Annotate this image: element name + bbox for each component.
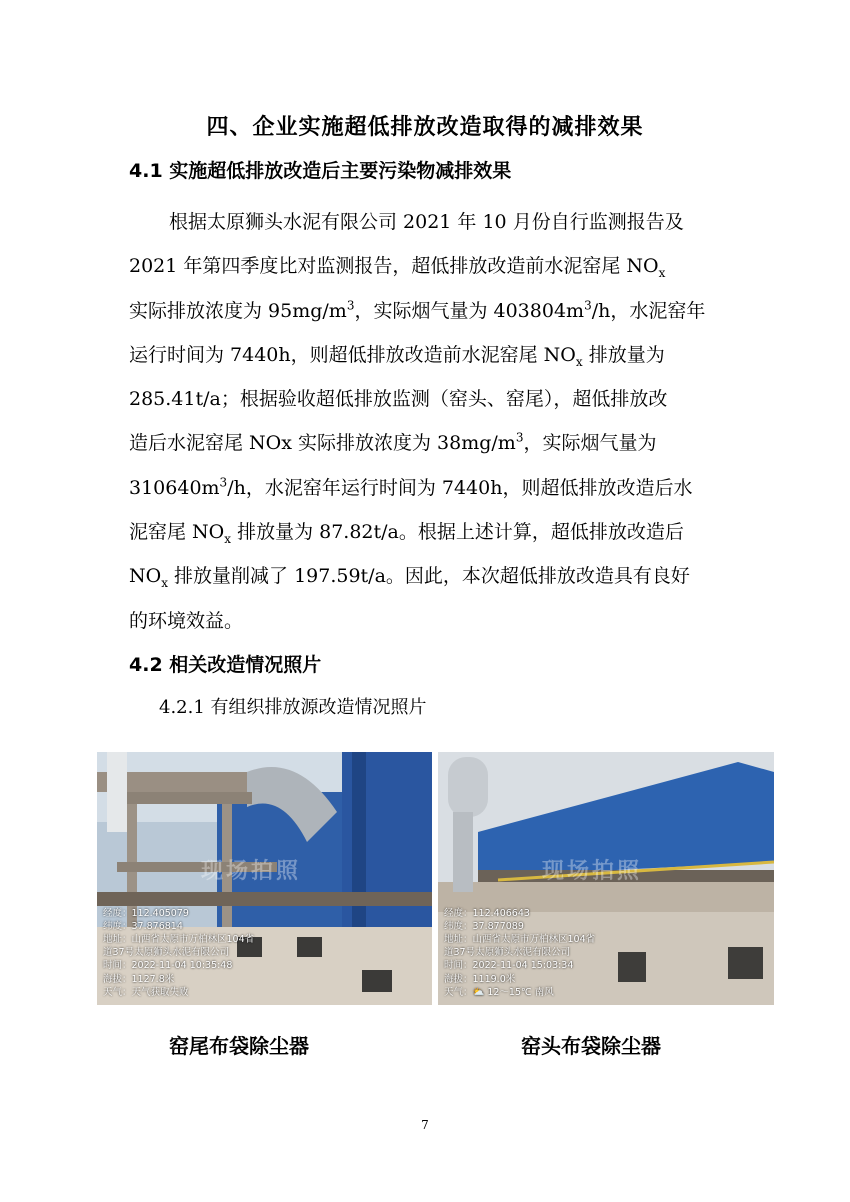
photo-watermark: 现场拍照 <box>542 859 643 884</box>
photo-watermark: 现场拍照 <box>201 859 302 884</box>
para-line: 的环境效益。 <box>129 609 244 632</box>
photo-kiln-tail-baghouse <box>97 752 432 1005</box>
photo-caption-right: 窑头布袋除尘器 <box>521 1034 661 1058</box>
para-line: 泥窑尾 $NO_x$ 排放量为 87.82t/a。根据上述计算，超低排放改造后 <box>129 521 684 546</box>
photo-metadata-overlay <box>444 907 595 999</box>
photo-address: 道37号太原狮头水泥有限公司 <box>444 947 571 959</box>
chapter-heading: 四、企业实施超低排放改造取得的减排效果 <box>206 115 644 140</box>
photo-time: 时间：2022-11-04 15:03:34 <box>444 960 574 972</box>
photo-altitude: 海拔：1127.8米 <box>103 973 175 985</box>
para-line: 285.41t/a；根据验收超低排放监测（窑头、窑尾），超低排放改 <box>129 388 668 411</box>
para-line: 2021 年第四季度比对监测报告，超低排放改造前水泥窑尾 $NO_x$ <box>129 255 666 281</box>
photo-altitude: 海拔：1119.0米 <box>444 973 516 985</box>
photo-caption-left: 窑尾布袋除尘器 <box>169 1034 309 1058</box>
photo-address: 地址：山西省太原市万柏林区104省 <box>103 933 255 945</box>
photo-address: 地址：山西省太原市万柏林区104省 <box>444 933 596 945</box>
photo-latitude: 纬度：37.876814 <box>103 920 183 932</box>
para-line: 实际排放浓度为 $95mg/m^3$，实际烟气量为 $403804m^3/h$，水泥窑年 <box>129 298 706 322</box>
photo-metadata-overlay <box>103 907 254 999</box>
subsection-heading-4-2-1: 4.2.1 有组织排放源改造情况照片 <box>159 697 427 718</box>
section-heading-4-1: 4.1 实施超低排放改造后主要污染物减排效果 <box>129 160 512 182</box>
photo-weather: 天气：⛅ 12～15℃ 南风 <box>444 986 554 998</box>
photo-address: 道37号太原狮头水泥有限公司 <box>103 947 230 959</box>
page-number: 7 <box>421 1118 429 1132</box>
section-heading-4-2: 4.2 相关改造情况照片 <box>129 654 322 676</box>
photo-time: 时间：2022-11-04 10:35:48 <box>103 960 233 972</box>
para-line: 根据太原狮头水泥有限公司 2021 年 10 月份自行监测报告及 <box>169 211 684 233</box>
para-line: 运行时间为 7440h，则超低排放改造前水泥窑尾 $NO_x$ 排放量为 <box>129 343 665 369</box>
photo-longitude: 经度：112.406643 <box>444 907 530 919</box>
photo-longitude: 经度：112.405079 <box>103 907 189 919</box>
para-line: $310640m^3/h$，水泥窑年运行时间为 7440h，则超低排放改造后水 <box>129 475 693 499</box>
photo-weather: 天气：天气获取失败 <box>103 986 189 998</box>
photo-latitude: 纬度：37.877089 <box>444 920 524 932</box>
para-line: $NO_x$ 排放量削减了 197.59t/a。因此，本次超低排放改造具有良好 <box>129 565 690 591</box>
para-line: 造后水泥窑尾 NOx 实际排放浓度为 $38mg/m^3$，实际烟气量为 <box>129 431 657 455</box>
photo-kiln-head-baghouse <box>438 752 774 1005</box>
body-paragraph <box>129 200 729 643</box>
